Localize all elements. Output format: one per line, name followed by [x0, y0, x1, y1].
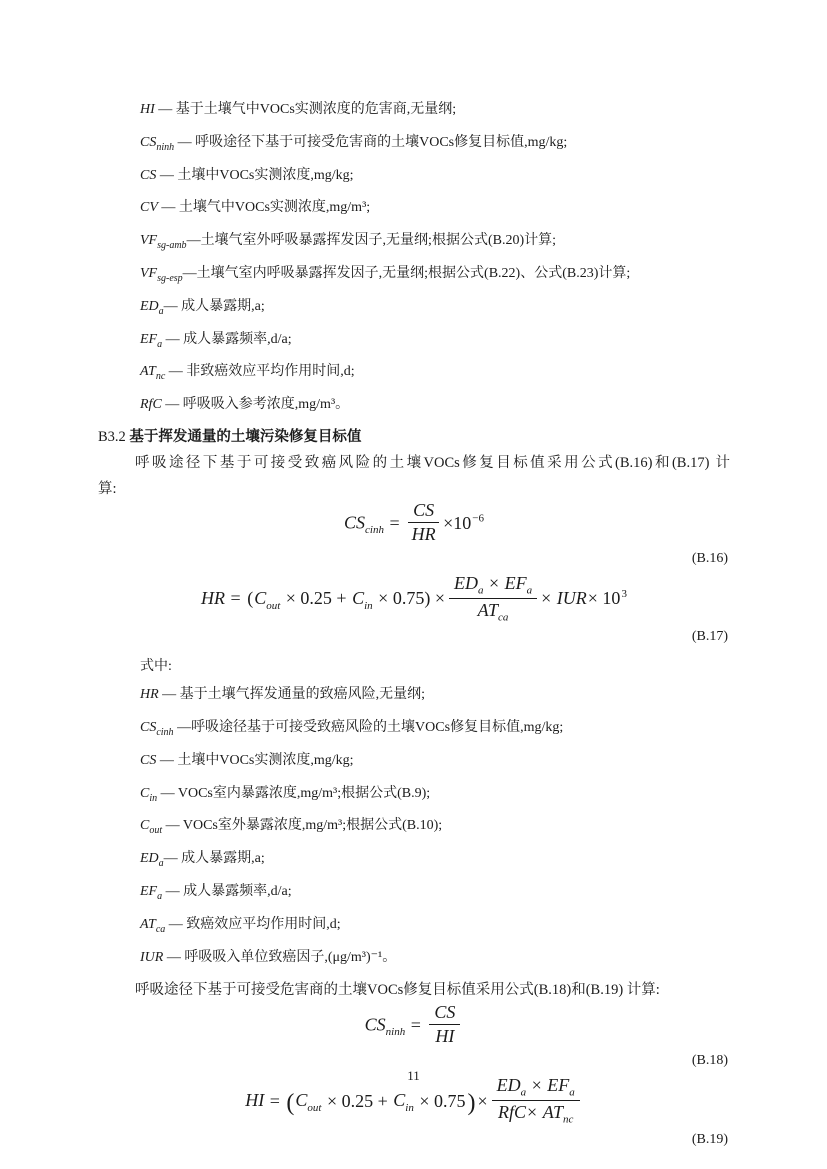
variable-subscript: ca [155, 923, 166, 935]
variable-symbol: EF [140, 883, 158, 899]
definition-text: — 基于土壤气挥发通量的致癌风险,无量纲; [158, 687, 426, 703]
formula-b17: HR = $(C_{out} \times 0.25 + C_{in} \times 0.75)$ × $\frac{ED_a \times EF_a}{AT_{ca}}$ × $IUR\times 10^3$ [201, 572, 627, 624]
section-heading [98, 424, 730, 450]
definition-item [98, 293, 730, 326]
definition-item [98, 747, 730, 780]
page-number: 11 [407, 1068, 420, 1083]
formula-label-b17: (B.17) [691, 629, 728, 645]
variable-symbol: C [140, 785, 150, 801]
numerator: CS [429, 1002, 460, 1025]
definitions-list-b17 [98, 681, 730, 976]
variable-symbol: CS [140, 719, 157, 735]
definition-text: — 土壤气中VOCs实测浓度,mg/m³; [157, 200, 371, 216]
fraction [429, 1002, 460, 1047]
definition-text: — 成人暴露期,a; [163, 298, 265, 314]
section-number: B3.2 [98, 428, 126, 445]
definition-text: — 成人暴露期,a; [163, 851, 265, 867]
definition-item [98, 911, 730, 944]
denominator: HI [435, 1026, 455, 1047]
variable-symbol: VF [140, 265, 158, 281]
definition-item [98, 129, 730, 162]
formula-label-b18: (B.18) [691, 1053, 728, 1069]
variable-symbol: EF [140, 331, 158, 347]
formula-label-b16: (B.16) [691, 550, 728, 566]
definition-item [98, 780, 730, 813]
variable-symbol: C [140, 818, 150, 834]
numerator: CS [408, 500, 439, 523]
definition-text: — 呼吸吸入单位致癌因子,(μg/m³)⁻¹。 [163, 949, 397, 965]
denominator: HR [411, 523, 436, 544]
variable-symbol: HR [140, 687, 159, 703]
formula-label-b19: (B.19) [691, 1131, 728, 1147]
left-paren: ( [286, 1089, 295, 1116]
variable-subscript: a [157, 890, 163, 902]
variable-symbol: IUR [140, 949, 164, 965]
definition-text: — VOCs室外暴露浓度,mg/m³;根据公式(B.10); [162, 818, 443, 834]
section-title: 基于挥发通量的土壤污染修复目标值 [129, 428, 362, 445]
definition-item [98, 944, 730, 977]
variable-subscript: a [157, 338, 163, 350]
definition-text: —土壤气室外呼吸暴露挥发因子,无量纲;根据公式(B.20)计算; [186, 233, 557, 249]
formula-b19: HI = $(C_{out} \times 0.25 + C_{in} \times 0.75)$ × $\frac{ED_a \times EF_a}{RfC\times AT_{nc}}$ [98, 1077, 730, 1127]
definition-text: — 呼吸吸入参考浓度,mg/m³。 [161, 397, 350, 413]
variable-symbol: AT [140, 364, 156, 380]
page-content [98, 96, 730, 1156]
definition-item [98, 326, 730, 359]
definition-text: — 土壤中VOCs实测浓度,mg/kg; [156, 167, 354, 183]
definition-text: —呼吸途径基于可接受致癌风险的土壤VOCs修复目标值,mg/kg; [173, 719, 564, 735]
fraction [449, 573, 537, 623]
formula-b18: $CS_{ninh}$ = $\frac{CS}{HI}$ [98, 1004, 730, 1049]
variable-subscript: sg-esp [157, 272, 183, 284]
numerator: $ED_a \times EF_a$ [492, 1075, 580, 1101]
fraction [408, 500, 439, 545]
variable-symbol: ED [140, 851, 159, 867]
definition-text: — 致癌效应平均作用时间,d; [165, 916, 341, 932]
definition-text: — 成人暴露频率,d/a; [162, 331, 292, 347]
variable-symbol: CV [140, 200, 158, 216]
definition-text: — 非致癌效应平均作用时间,d; [165, 364, 355, 380]
definition-text: — 基于土壤气中VOCs实测浓度的危害商,无量纲; [154, 102, 457, 117]
variable-symbol: ED [140, 298, 159, 314]
denominator: $RfC\times AT_{nc}$ [498, 1101, 574, 1126]
variable-subscript: cinh [156, 726, 174, 738]
numerator: $ED_a \times EF_a$ [449, 573, 537, 599]
variable-symbol: RfC [140, 397, 162, 413]
variable-symbol: AT [140, 916, 156, 932]
definition-text: — 土壤中VOCs实测浓度,mg/kg; [156, 752, 354, 768]
definition-item [98, 358, 730, 391]
variable-symbol: CS [140, 167, 157, 183]
definition-text: —土壤气室内呼吸暴露挥发因子,无量纲;根据公式(B.22)、公式(B.23)计算; [182, 265, 631, 281]
definition-item [98, 391, 730, 424]
paragraph-hazard-intro: 呼吸途径下基于可接受危害商的土壤VOCs修复目标值采用公式(B.18)和(B.19) 计算: [135, 982, 660, 999]
definitions-list-top [98, 96, 730, 424]
right-paren: ) [467, 1089, 476, 1116]
definition-item [98, 714, 730, 747]
paragraph-carcinogenic-intro-cont: 算: [98, 480, 117, 497]
definition-item [98, 681, 730, 714]
definition-text: — VOCs室内暴露浓度,mg/m³;根据公式(B.9); [157, 785, 431, 801]
variable-subscript: a [158, 857, 164, 869]
variable-symbol: CS [140, 752, 157, 768]
definition-item [98, 812, 730, 845]
definition-text: — 呼吸途径下基于可接受危害商的土壤VOCs修复目标值,mg/kg; [174, 134, 568, 150]
variable-symbol: CS [140, 134, 157, 150]
variable-subscript: sg-amb [157, 239, 187, 251]
where-label: 式中: [140, 659, 172, 675]
definition-item [98, 260, 730, 293]
variable-subscript: in [149, 792, 158, 804]
denominator: $AT_{ca}$ [477, 599, 509, 624]
definition-item [98, 227, 730, 260]
definition-text: — 成人暴露频率,d/a; [162, 883, 292, 899]
formula-b16: $CS_{cinh}$ = $\frac{CS}{HR}$ $\times 10^{-6}$ [343, 499, 484, 544]
definition-item [98, 194, 730, 227]
variable-subscript: nc [155, 371, 166, 383]
paragraph-carcinogenic-intro: 呼吸途径下基于可接受致癌风险的土壤VOCs修复目标值采用公式(B.16)和(B.17) 计 [135, 454, 730, 471]
definition-item [98, 96, 730, 129]
variable-subscript: out [149, 825, 163, 837]
definition-item [98, 878, 730, 911]
variable-symbol: HI [140, 102, 155, 117]
definition-item [98, 162, 730, 195]
variable-subscript: ninh [156, 141, 175, 153]
variable-subscript: a [158, 305, 164, 317]
definition-item [98, 845, 730, 878]
variable-symbol: VF [140, 233, 158, 249]
